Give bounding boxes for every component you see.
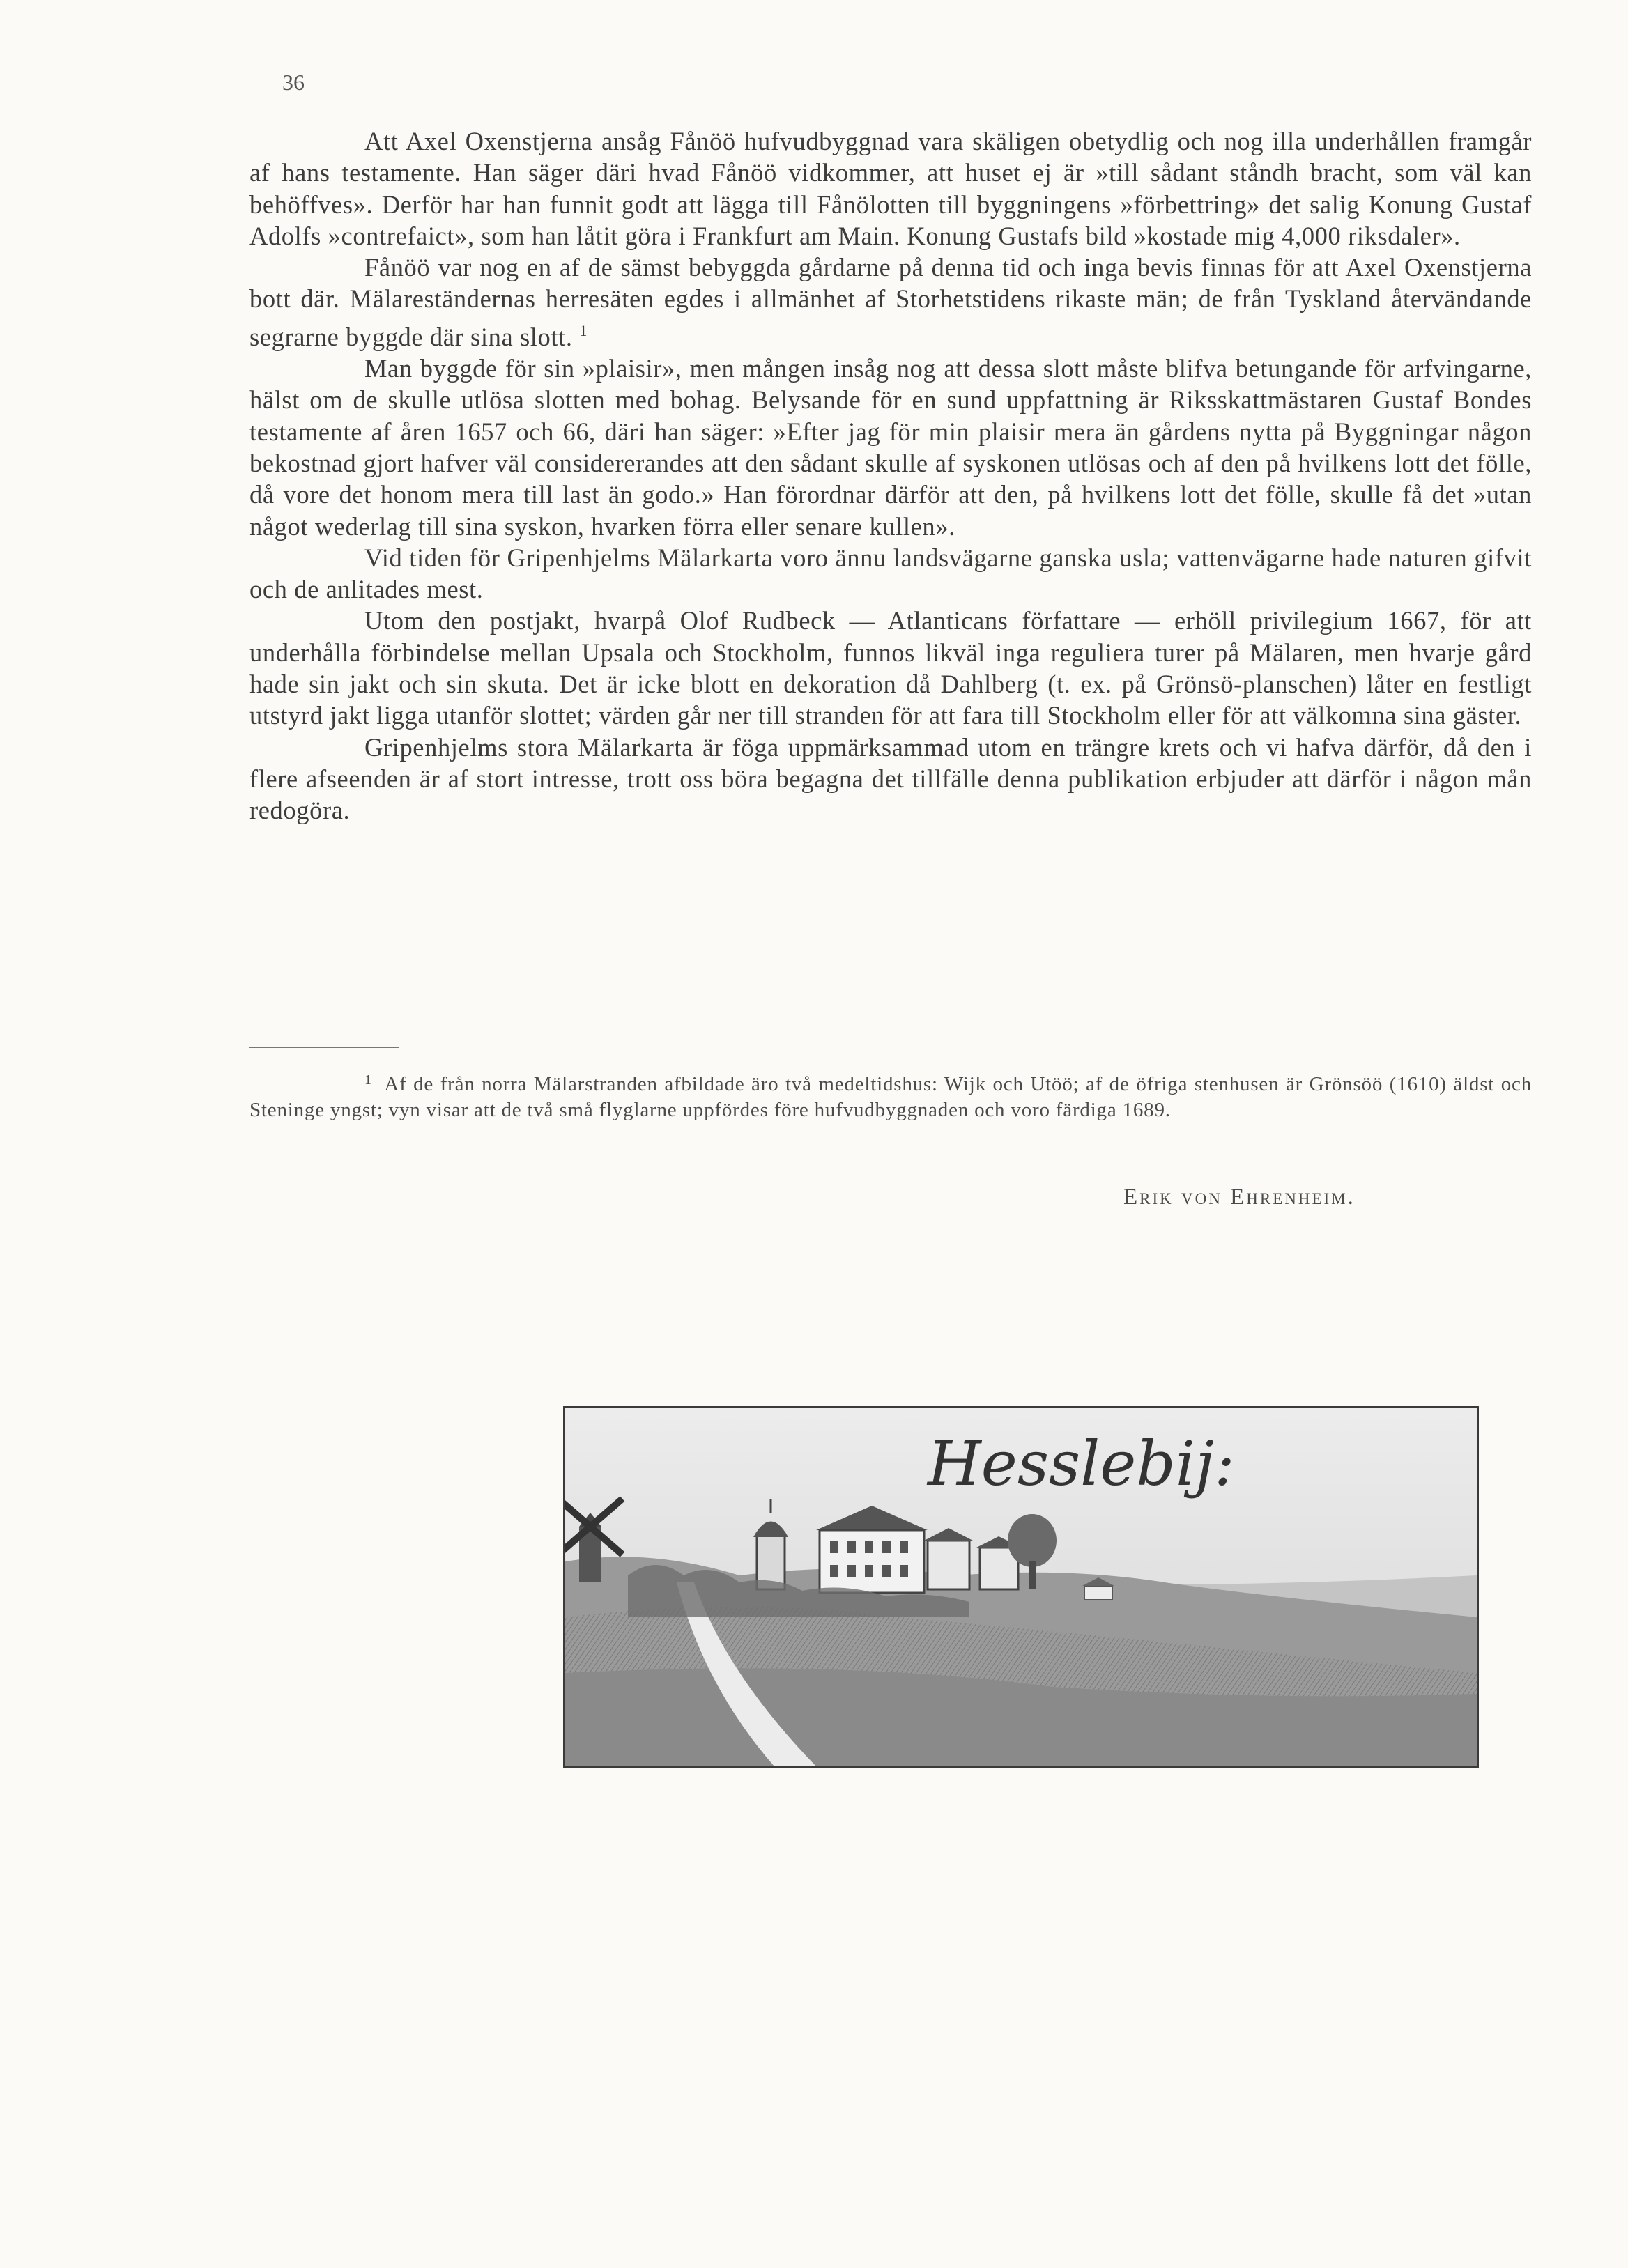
author-signature: Erik von Ehrenheim. (1123, 1185, 1356, 1210)
manor-engraving (565, 1408, 1477, 1766)
paragraph-2 (249, 252, 1532, 353)
paragraph-2-text: Fånöö var nog en af de sämst bebyggda gårdarne på denna tid och inga bevis finnas för att Axel Oxenstjerna bott där. Mälareständernas herresäten egdes i allmänhet af Storhetstidens rikaste män; de från Tyskland återvändande segrarne byggde där sina slott. (249, 253, 1532, 351)
body-text (249, 125, 1532, 826)
manor-illustration (563, 1406, 1479, 1768)
footnote-reference: 1 (579, 321, 588, 339)
footnote (249, 1067, 1532, 1123)
footnote-divider (249, 1047, 399, 1048)
engraving-title: Hesslebij: (928, 1428, 1235, 1499)
footnote-text: Af de från norra Mälarstranden afbildade äro två medeltidshus: Wijk och Utöö; af de öfriga stenhusen är Grönsöö (1610) äldst och Steninge yngst; vyn visar att de två små flyglarne uppfördes före hufvudbyggnaden och voro färdiga 1689. (249, 1073, 1533, 1121)
footnote-marker: 1 (364, 1072, 372, 1088)
paragraph-4: Vid tiden för Gripenhjelms Mälarkarta voro ännu landsvägarne ganska usla; vattenvägarne hade naturen gifvit och de anlitades mest. (249, 543, 1532, 604)
paragraph-1: Att Axel Oxenstjerna ansåg Fånöö hufvudbyggnad vara skäligen obetydlig och nog illa underhållen framgår af hans testamente. Han säger däri hvad Fånöö vidkommer, att huset ej är »till sådant ståndh bracht, som väl kan behöffves». Derför har han funnit godt att lägga till Fånölotten till byggningens »förbettring» det salig Konung Gustaf Adolfs »contrefaict», som han låtit göra i Frankfurt am Main. Konung Gustafs bild »kostade mig 4,000 riksdaler». (249, 127, 1532, 250)
paragraph-6: Gripenhjelms stora Mälarkarta är föga uppmärksammad utom en trängre krets och vi hafva därför, då den i flere afseenden är af stort intresse, trott oss böra begagna det tillfälle denna publikation erbjuder att därför i någon mån redogöra. (249, 732, 1532, 825)
paragraph-5: Utom den postjakt, hvarpå Olof Rudbeck — Atlanticans författare — erhöll privilegium 1667, för att underhålla förbindelse mellan Upsala och Stockholm, funnos likväl inga reguliera turer på Mälaren, men hvarje gård hade sin jakt och sin skuta. Det är icke blott en dekoration då Dahlberg (t. ex. på Grönsö-planschen) låter en festligt utstyrd jakt ligga utanför slottet; värden går ner till stranden för att fara till Stockholm eller för att välkomna sina gäster. (249, 606, 1532, 730)
paragraph-3: Man byggde för sin »plaisir», men mången insåg nog att dessa slott måste blifva betungande för arfvingarne, hälst om de skulle utlösa slotten med bohag. Belysande för en sund uppfattning är Riksskattmästaren Gustaf Bondes testamente af åren 1657 och 66, däri han säger: »Efter jag för min plaisir mera än gårdens nytta på Byggningar någon bekostnad gjort hafver väl considererandes att den sådant skulle af syskonen utlösas och af den på hvilkens lott det fölle, då vore det honom mera till last än godo.» Han förordnar därför att den, på hvilkens lott det fölle, skulle få det »utan något wederlag till sina syskon, hvarken förra eller senare kullen». (249, 354, 1532, 541)
page-number: 36 (282, 70, 305, 95)
